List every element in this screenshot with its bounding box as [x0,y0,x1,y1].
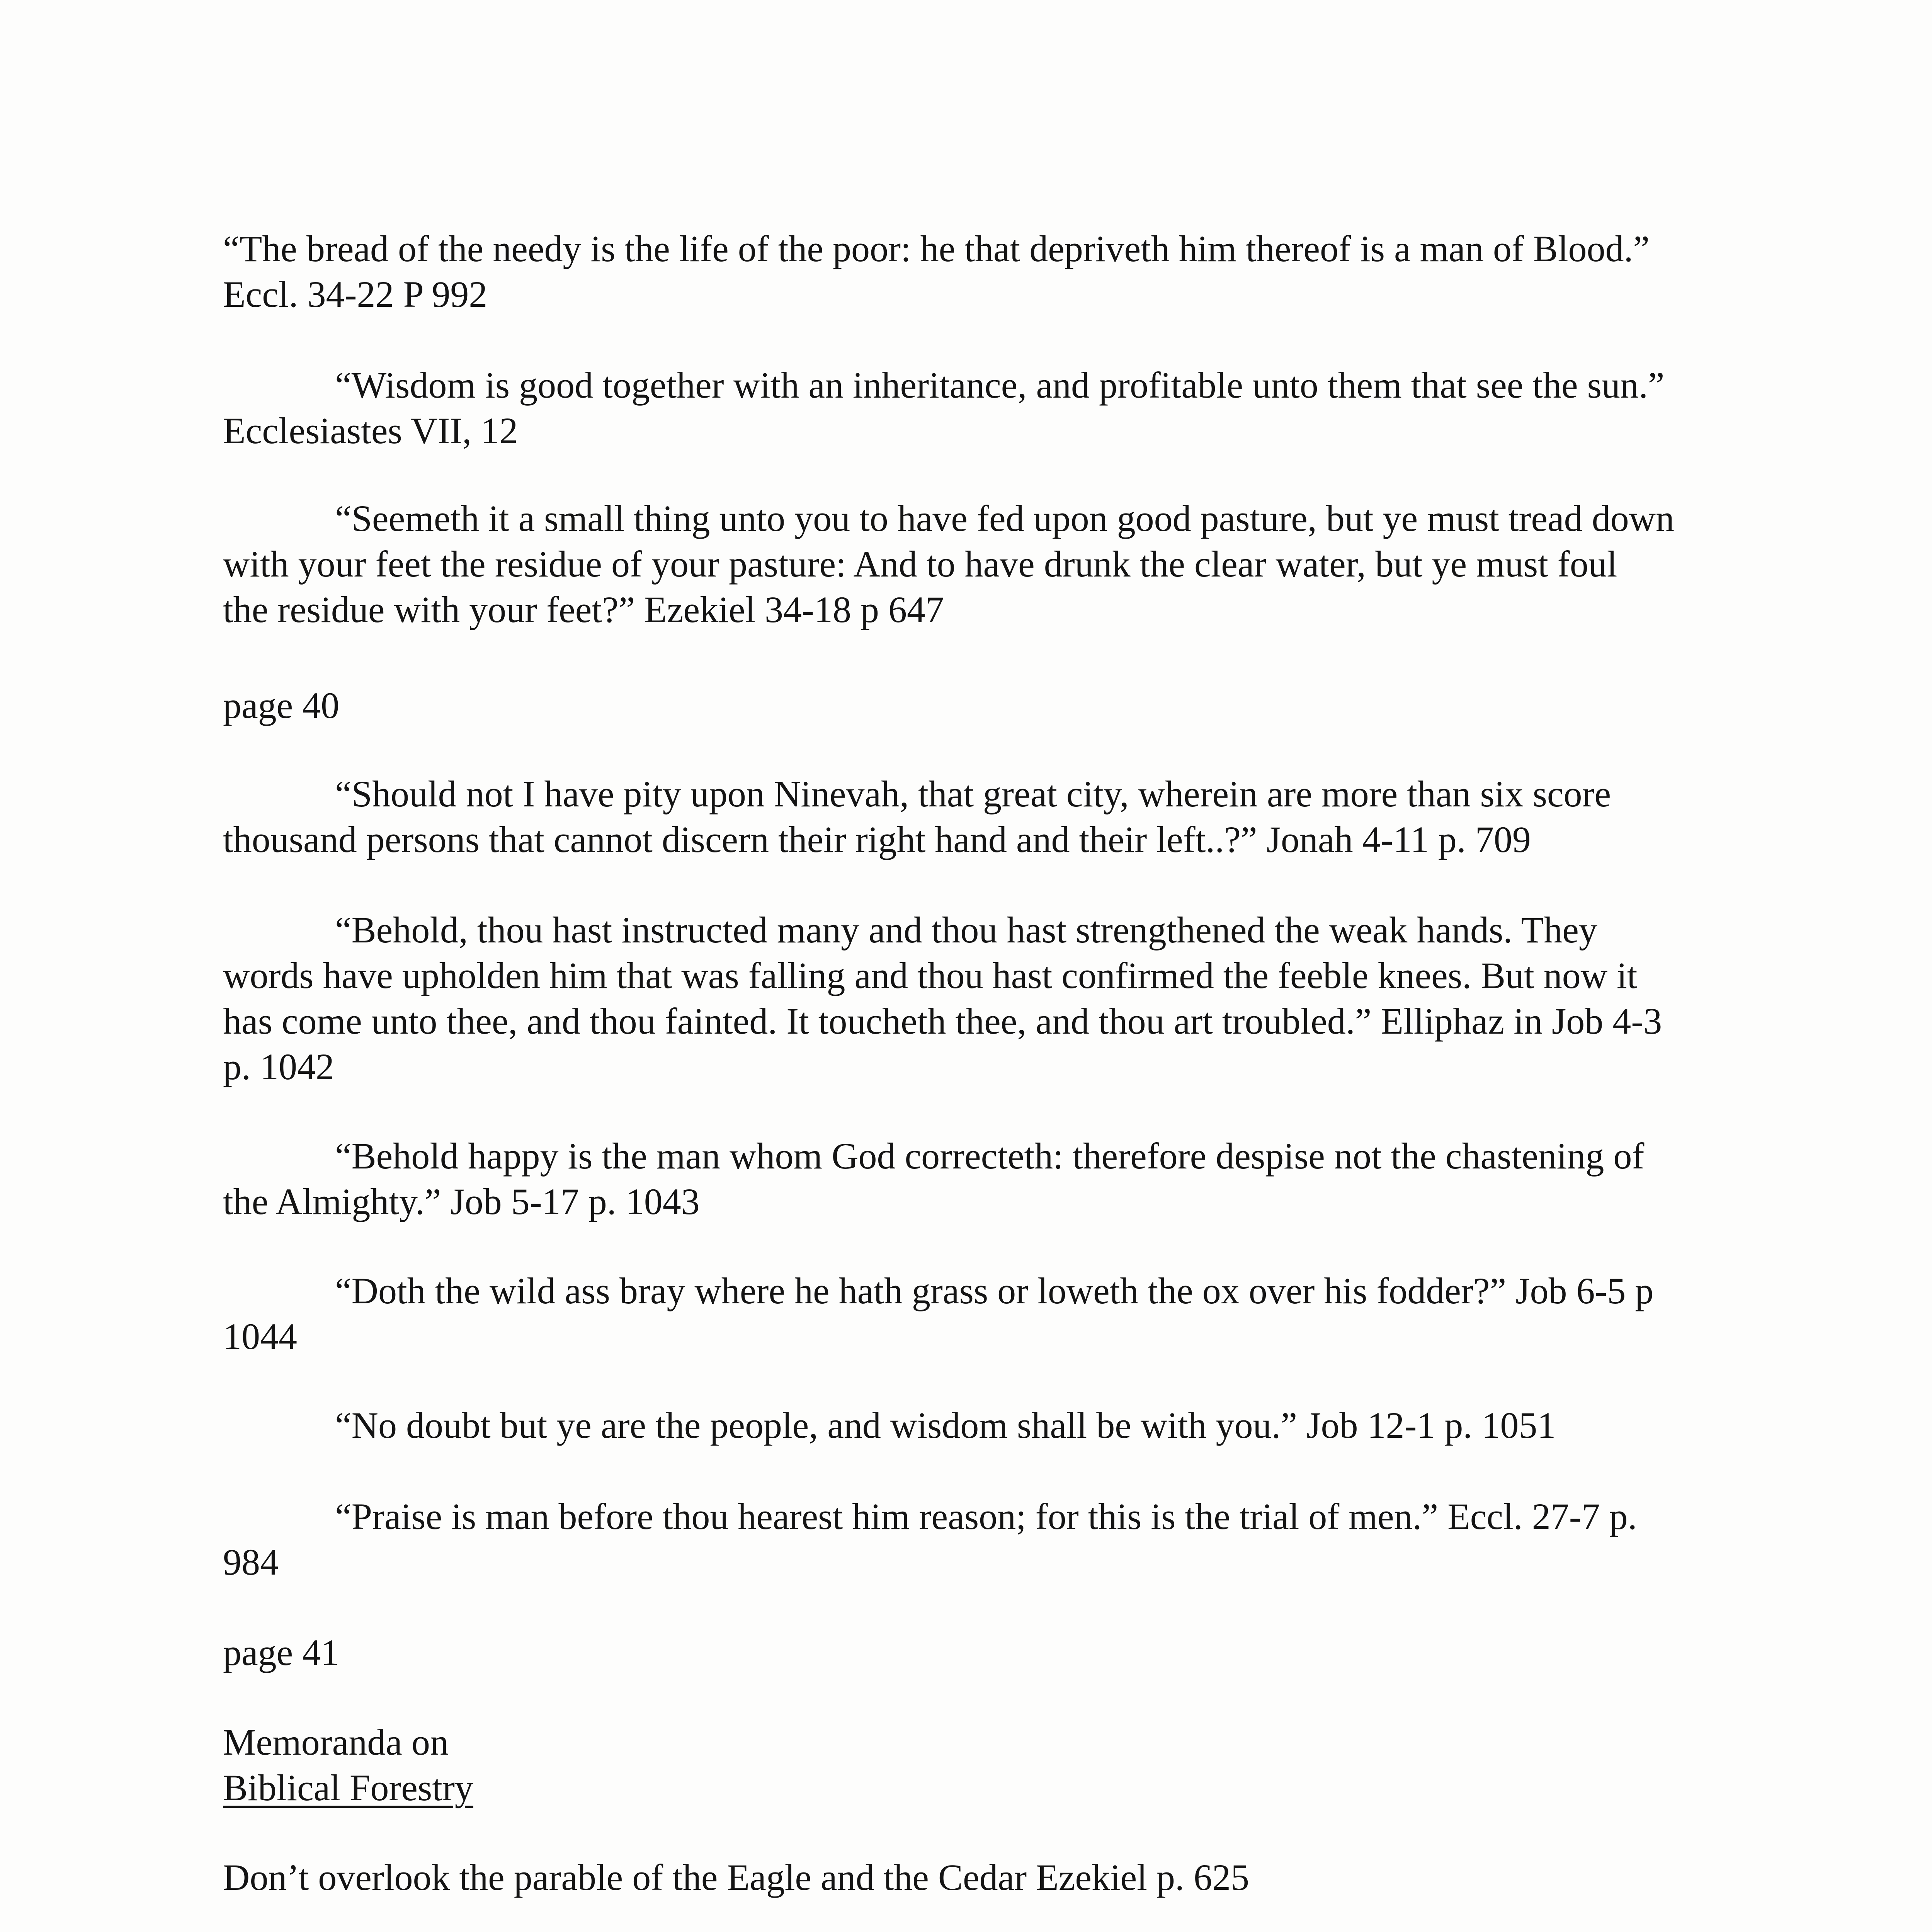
quote-line: with your feet the residue of your pasture: And to have drunk the clear water, but ye must foul [223,543,1617,585]
page-marker-41 [223,1630,1749,1675]
quote-job-5-17 [223,1133,1749,1225]
quote-line: “Doth the wild ass bray where he hath grass or loweth the ox over his fodder?” Job 6-5 p [335,1270,1654,1311]
quote-line: “Wisdom is good together with an inheritance, and profitable unto them that see the sun.” [335,364,1665,406]
quote-ecclesiastes-vii-12 [223,362,1749,454]
citation-line: Eccl. 34-22 P 992 [223,274,488,315]
quote-job-6-5 [223,1268,1749,1359]
quote-ezekiel-34-18 [223,496,1749,633]
citation-line: 984 [223,1541,279,1583]
quote-line: “Behold happy is the man whom God correcteth: therefore despise not the chastening of [335,1135,1645,1177]
quote-line: thousand persons that cannot discern their right hand and their left..?” Jonah 4-11 p. 709 [223,819,1531,860]
page-marker-40 [223,683,1749,728]
quote-line: “Praise is man before thou hearest him reason; for this is the trial of men.” Eccl. 27-7 p. [335,1496,1637,1537]
quote-line: “No doubt but ye are the people, and wisdom shall be with you.” Job 12-1 p. 1051 [335,1405,1556,1446]
quote-jonah-4-11 [223,771,1749,862]
quote-job-12-1 [223,1403,1749,1448]
quote-line: “Should not I have pity upon Ninevah, that great city, wherein are more than six score [335,773,1611,815]
note-line: Don’t overlook the parable of the Eagle and the Cedar Ezekiel p. 625 [223,1857,1249,1898]
quote-line: words have upholden him that was falling and thou hast confirmed the feeble knees. But now it [223,955,1638,996]
quote-job-4-3 [223,907,1749,1090]
quote-line: the residue with your feet?” Ezekiel 34-18 p 647 [223,589,944,630]
quote-line: “The bread of the needy is the life of the poor: he that depriveth him thereof is a man of Blood.” [223,228,1650,269]
page-label: page 40 [223,685,340,726]
citation-line: Ecclesiastes VII, 12 [223,410,518,451]
biblical-forestry-title: Biblical Forestry [223,1767,473,1808]
note-eagle-cedar [223,1855,1749,1900]
citation-line: 1044 [223,1316,297,1357]
quote-line: “Seemeth it a small thing unto you to have fed upon good pasture, but ye must tread down [335,498,1674,539]
page-label: page 41 [223,1632,340,1673]
memoranda-label: Memoranda on [223,1721,449,1763]
quote-eccl-27-7 [223,1494,1749,1585]
memoranda-heading [223,1719,1749,1811]
quote-line: has come unto thee, and thou fainted. It toucheth thee, and thou art troubled.” Elliphaz in Job 4-3 [223,1000,1662,1042]
quote-line: the Almighty.” Job 5-17 p. 1043 [223,1181,700,1222]
citation-line: p. 1042 [223,1046,334,1087]
quote-eccl-34-22 [223,226,1749,317]
quote-line: “Behold, thou hast instructed many and thou hast strengthened the weak hands. They [335,909,1597,951]
